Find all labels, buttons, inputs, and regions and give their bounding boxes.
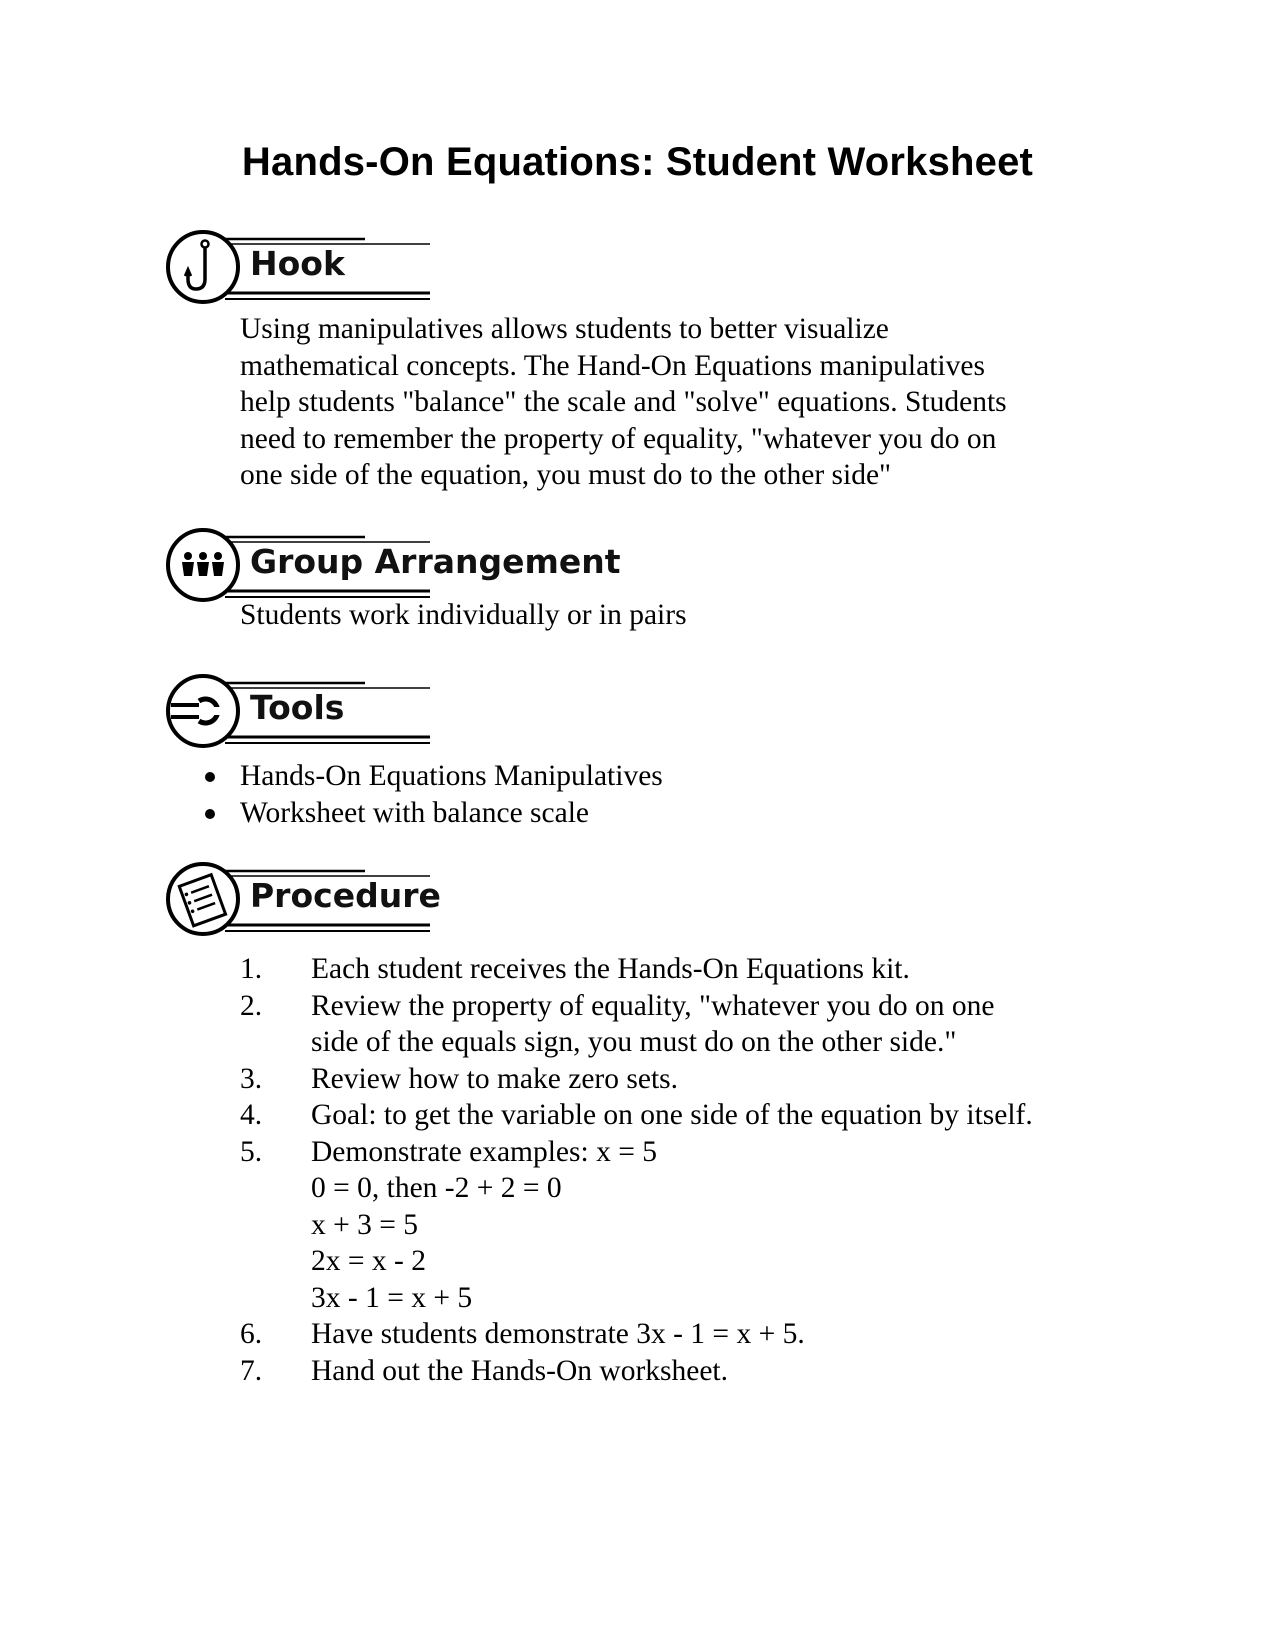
step-text: Review how to make zero sets. [311,1062,679,1095]
step-number: 4. [240,1099,263,1131]
step-text: Have students demonstrate 3x - 1 = x + 5. [311,1318,805,1350]
hook-text-line: need to remember the property of equality, "whatever you do on [240,422,997,455]
step-number: 3. [240,1062,263,1095]
tools-list [205,758,663,831]
list-item [240,988,1033,1061]
step-text: Review the property of equality, "whatever you do on one [311,989,995,1022]
step-number: 1. [240,953,263,985]
hook-label: Hook [250,244,345,283]
fish-hook-icon [168,232,238,302]
step-example: 2x = x - 2 [311,1245,426,1277]
list-item [240,1061,1033,1098]
step-number: 6. [240,1318,263,1350]
step-text: Each student receives the Hands-On Equations kit. [311,953,910,985]
hook-text [240,311,1007,494]
list-item [240,1316,1033,1353]
tools-label: Tools [250,688,345,727]
list-item [240,951,1033,988]
list-item [240,1353,1033,1390]
step-example: x + 3 = 5 [311,1208,419,1241]
page-title: Hands-On Equations: Student Worksheet [241,140,1034,184]
list-item [205,758,663,795]
step-text: Demonstrate examples: x = 5 [311,1135,657,1168]
procedure-steps [240,951,1033,1389]
tools-section-header [165,673,465,757]
step-text: Hand out the Hands-On worksheet. [311,1354,729,1387]
step-number: 7. [240,1354,263,1387]
list-item [205,795,663,832]
list-item [240,1134,1033,1317]
tools-item-text: Worksheet with balance scale [240,796,590,829]
step-text: Goal: to get the variable on one side of the equation by itself. [311,1099,1033,1131]
people-group-icon [168,530,238,600]
step-text: side of the equals sign, you must do on the other side." [311,1026,957,1058]
wrench-icon [168,676,238,746]
group-label: Group Arrangement [250,542,621,581]
list-item [240,1097,1033,1134]
procedure-section-header [165,861,465,945]
hook-text-line: Using manipulatives allows students to better visualize [240,313,889,345]
group-text: Students work individually or in pairs [240,599,687,631]
checklist-icon [168,864,238,934]
hook-text-line: mathematical concepts. The Hand-On Equations manipulatives [240,349,985,382]
tools-item-text: Hands-On Equations Manipulatives [240,760,663,792]
hook-section-header [165,229,465,313]
hook-text-line: one side of the equation, you must do to the other side" [240,459,892,491]
step-number: 2. [240,989,263,1022]
step-number: 5. [240,1135,263,1168]
step-example: 0 = 0, then -2 + 2 = 0 [311,1172,562,1204]
bullet-icon [205,772,215,782]
procedure-label: Procedure [250,876,441,915]
hook-text-line: help students "balance" the scale and "solve" equations. Students [240,386,1007,418]
step-example: 3x - 1 = x + 5 [311,1281,473,1314]
bullet-icon [205,809,215,819]
